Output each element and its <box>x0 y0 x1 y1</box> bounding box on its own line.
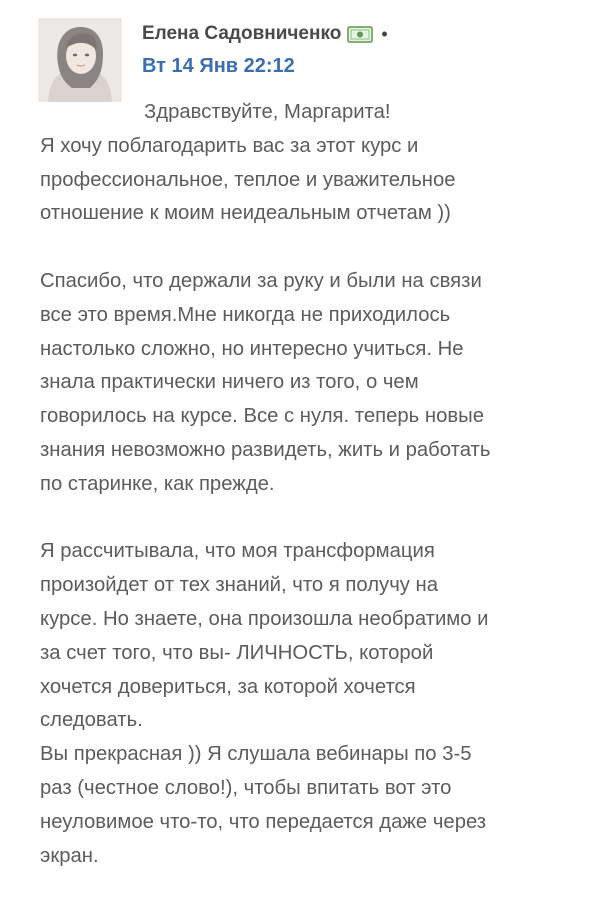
body-line: настолько сложно, но интересно учиться. Не <box>40 337 464 360</box>
body-line: произойдет от тех знаний, что я получу на <box>40 574 439 597</box>
body-line: курсе. Но знаете, она произошла необратимо и <box>40 607 489 630</box>
avatar[interactable] <box>38 18 122 102</box>
post-timestamp[interactable]: Вт 14 Янв 22:12 <box>142 55 295 77</box>
blank-line <box>40 502 596 536</box>
body-line: Вы прекрасная )) Я слушала вебинары по 3-5 <box>40 743 472 766</box>
body-line: знала практически ничего из того, о чем <box>40 371 419 394</box>
body-line: все это время.Мне никогда не приходилось <box>40 303 451 326</box>
body-line: Я рассчитывала, что моя трансформация <box>40 540 435 563</box>
body-line: Спасибо, что держали за руку и были на связи <box>40 269 482 292</box>
body-line: профессиональное, теплое и уважительное <box>40 168 456 191</box>
separator-dot: • <box>381 24 388 44</box>
body-line: знания невозможно развидеть, жить и работать <box>40 438 491 461</box>
blank-line <box>40 231 596 265</box>
body-line: по старинке, как прежде. <box>40 472 275 495</box>
body-line: Я хочу поблагодарить вас за этот курс и <box>40 134 419 157</box>
body-line: экран. <box>40 844 99 867</box>
body-line: говорилось на курсе. Все с нуля. теперь новые <box>40 405 484 428</box>
body-line: неуловимое что-то, что передается даже через <box>40 810 487 833</box>
avatar-photo <box>38 18 122 102</box>
author-row <box>142 21 388 47</box>
body-line: за счет того, что вы- ЛИЧНОСТЬ, которой <box>40 641 434 664</box>
author-name[interactable]: Елена Садовниченко <box>142 23 342 44</box>
body-line: отношение к моим неидеальным отчетам )) <box>40 202 451 225</box>
body-line: раз (честное слово!), чтобы впитать вот это <box>40 776 452 799</box>
greeting-line: Здравствуйте, Маргарита! <box>144 101 391 123</box>
money-icon <box>347 26 373 43</box>
body-line: хочется довериться, за которой хочется <box>40 675 416 698</box>
body-line: следовать. <box>40 709 143 732</box>
post-body <box>40 96 596 873</box>
